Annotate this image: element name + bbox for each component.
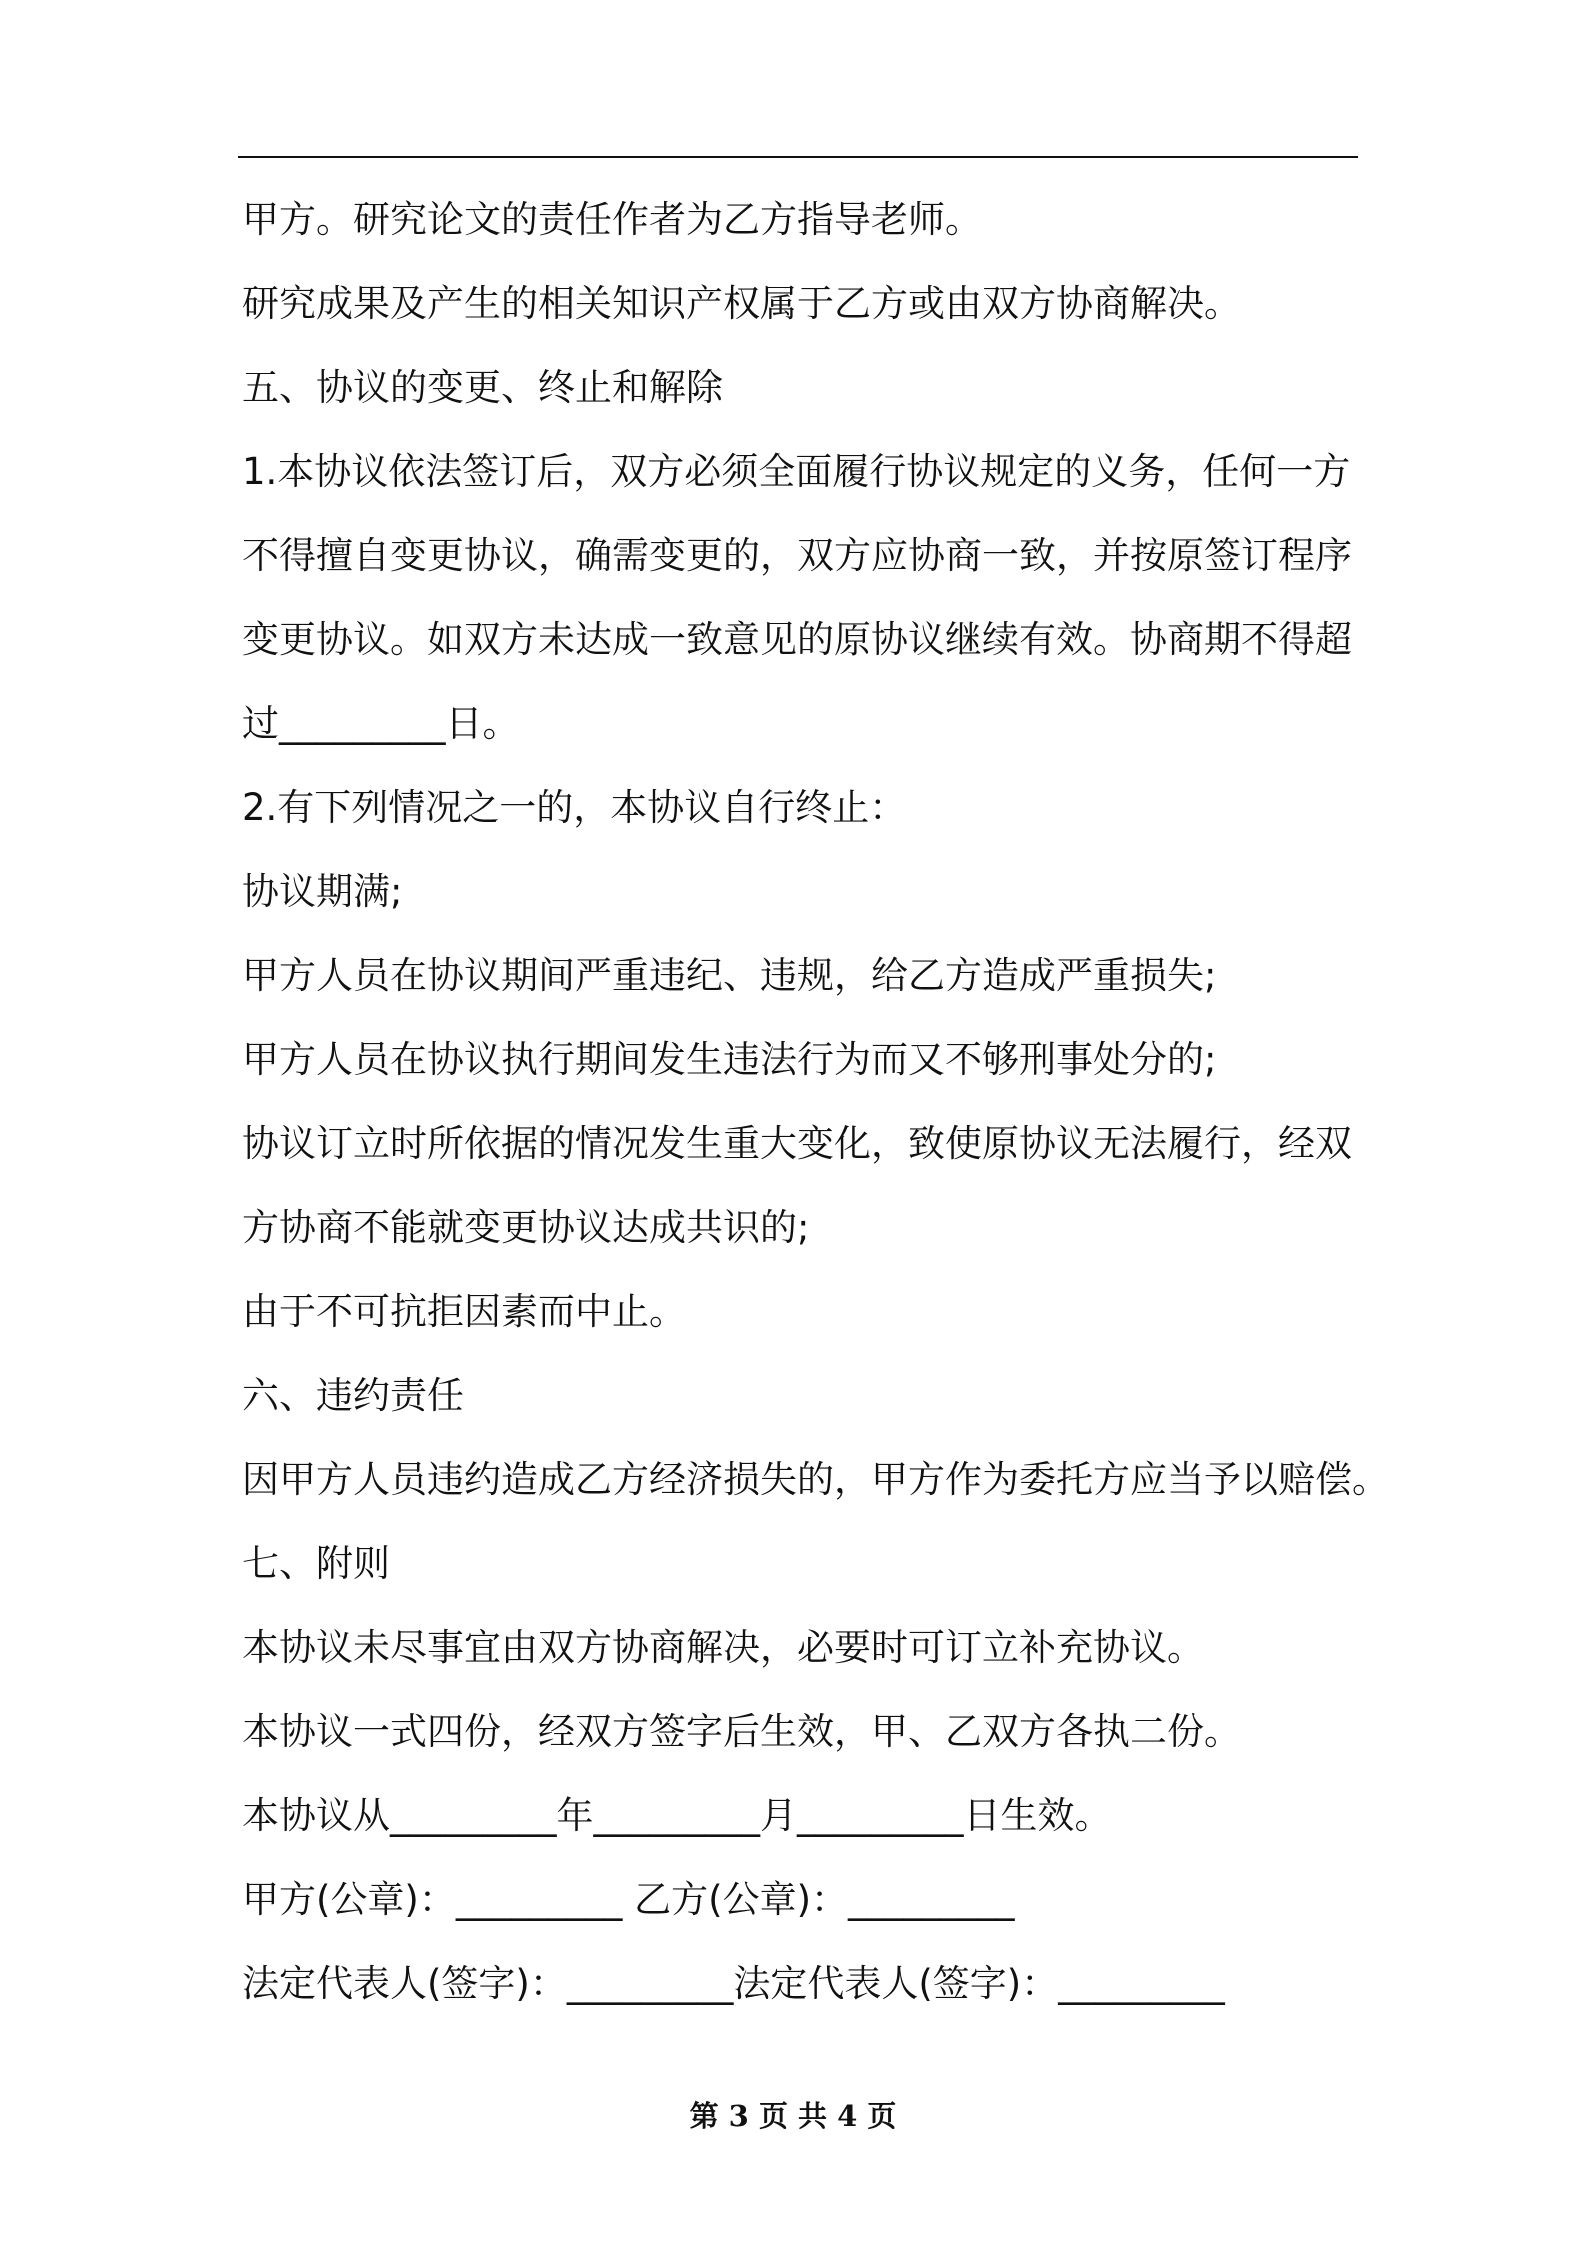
text-line: 因甲方人员违约造成乙方经济损失的，甲方作为委托方应当予以赔偿。 <box>242 1458 1389 1501</box>
section-heading: 七、附则 <box>242 1542 390 1585</box>
signature-line: 法定代表人(签字)：_________法定代表人(签字)：_________ <box>242 1962 1225 2005</box>
header-rule <box>238 156 1358 158</box>
section-heading: 六、违约责任 <box>242 1374 464 1417</box>
page-number: 第 3 页 共 4 页 <box>689 2099 897 2133</box>
list-item: 由于不可抗拒因素而中止。 <box>242 1290 686 1333</box>
list-item: 协议订立时所依据的情况发生重大变化，致使原协议无法履行，经双 <box>242 1122 1352 1165</box>
text-line: 本协议一式四份，经双方签字后生效，甲、乙双方各执二份。 <box>242 1710 1241 1753</box>
list-item: 甲方人员在协议执行期间发生违法行为而又不够刑事处分的; <box>242 1038 1217 1081</box>
text-line: 变更协议。如双方未达成一致意见的原协议继续有效。协商期不得超 <box>242 618 1352 661</box>
text-line: 1.本协议依法签订后，双方必须全面履行协议规定的义务，任何一方 <box>242 450 1351 493</box>
section-heading: 五、协议的变更、终止和解除 <box>242 366 723 409</box>
text-line: 研究成果及产生的相关知识产权属于乙方或由双方协商解决。 <box>242 282 1241 325</box>
list-item: 甲方人员在协议期间严重违纪、违规，给乙方造成严重损失; <box>242 954 1217 997</box>
text-line: 不得擅自变更协议，确需变更的，双方应协商一致，并按原签订程序 <box>242 534 1352 577</box>
text-line: 2.有下列情况之一的，本协议自行终止： <box>242 786 907 829</box>
text-line: 本协议未尽事宜由双方协商解决，必要时可订立补充协议。 <box>242 1626 1204 1669</box>
effective-date-line: 本协议从_________年_________月_________日生效。 <box>242 1794 1112 1837</box>
text-line: 过_________日。 <box>242 702 520 745</box>
seal-line: 甲方(公章)：_________ 乙方(公章)：_________ <box>242 1878 1015 1921</box>
list-item: 方协商不能就变更协议达成共识的; <box>242 1206 810 1249</box>
list-item: 协议期满; <box>242 870 403 913</box>
text-line: 甲方。研究论文的责任作者为乙方指导老师。 <box>242 198 982 241</box>
